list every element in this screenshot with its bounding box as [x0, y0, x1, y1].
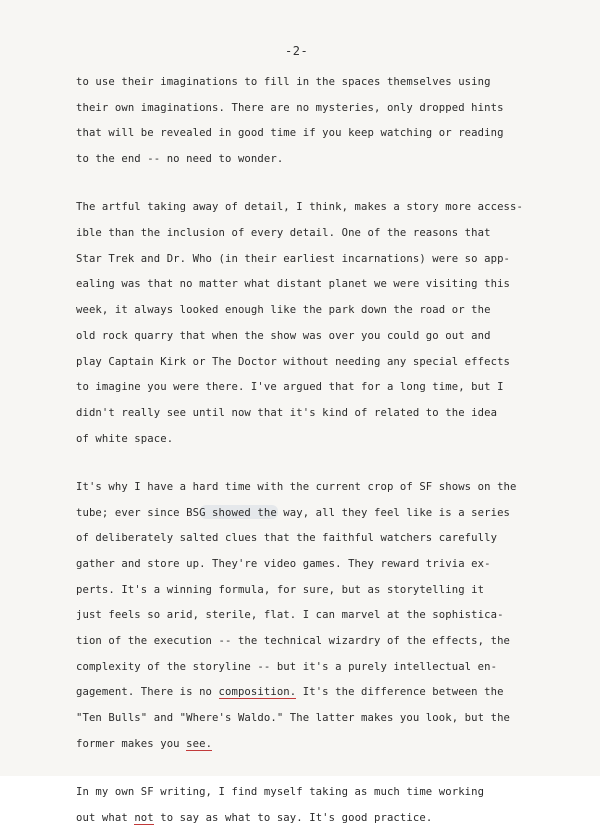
text-line: gagement. There is no composition. It's the difference between the: [76, 686, 504, 699]
paragraph-3: [76, 475, 546, 758]
text-line: In my own SF writing, I find myself taking as much time working: [76, 786, 485, 799]
paragraph-1: [76, 70, 546, 173]
text-line: play Captain Kirk or The Doctor without needing any special effects: [76, 355, 511, 368]
text-line: "Ten Bulls" and "Where's Waldo." The latter makes you look, but the: [76, 712, 511, 725]
text-line: out what not to say as what to say. It's good practice.: [76, 811, 433, 824]
text-line: didn't really see until now that it's kind of related to the idea: [76, 406, 498, 419]
text-line: to imagine you were there. I've argued that for a long time, but I: [76, 381, 504, 394]
text-line: perts. It's a winning formula, for sure, but as storytelling it: [76, 583, 485, 596]
text-line: complexity of the storyline -- but it's a purely intellectual en-: [76, 660, 498, 673]
text-line: The artful taking away of detail, I think, makes a story more access-: [76, 201, 523, 214]
text-line: of deliberately salted clues that the faithful watchers carefully: [76, 532, 498, 545]
red-underline: not: [134, 811, 154, 824]
red-underline: see.: [186, 737, 213, 750]
text-line: tion of the execution -- the technical wizardry of the effects, the: [76, 635, 511, 648]
text-line: of white space.: [76, 432, 174, 445]
text-line: week, it always looked enough like the park down the road or the: [76, 304, 491, 317]
text-line: that will be revealed in good time if you keep watching or reading: [76, 127, 504, 140]
text-line: tube; ever since BSG showed the way, all they feel like is a series: [76, 506, 511, 519]
text-line: Star Trek and Dr. Who (in their earliest incarnations) were so app-: [76, 252, 511, 265]
text-line: to use their imaginations to fill in the spaces themselves using: [76, 76, 491, 88]
text-line: ible than the inclusion of every detail. One of the reasons that: [76, 227, 491, 240]
text-line: just feels so arid, sterile, flat. I can marvel at the sophistica-: [76, 609, 504, 622]
text-line: their own imaginations. There are no mysteries, only dropped hints: [76, 101, 504, 114]
text-line: former makes you see.: [76, 737, 213, 750]
paragraph-2: [76, 195, 546, 452]
text-line: ealing was that no matter what distant planet we were visiting this: [76, 278, 511, 291]
page-number: -2-: [285, 44, 309, 58]
text-line: to the end -- no need to wonder.: [76, 153, 284, 166]
text-line: old rock quarry that when the show was over you could go out and: [76, 329, 491, 342]
text-line: gather and store up. They're video games. They reward trivia ex-: [76, 557, 491, 570]
paragraph-4: [76, 780, 546, 831]
text-line: It's why I have a hard time with the current crop of SF shows on the: [76, 480, 517, 493]
body-text: [76, 70, 546, 831]
red-underline: composition.: [218, 686, 297, 699]
